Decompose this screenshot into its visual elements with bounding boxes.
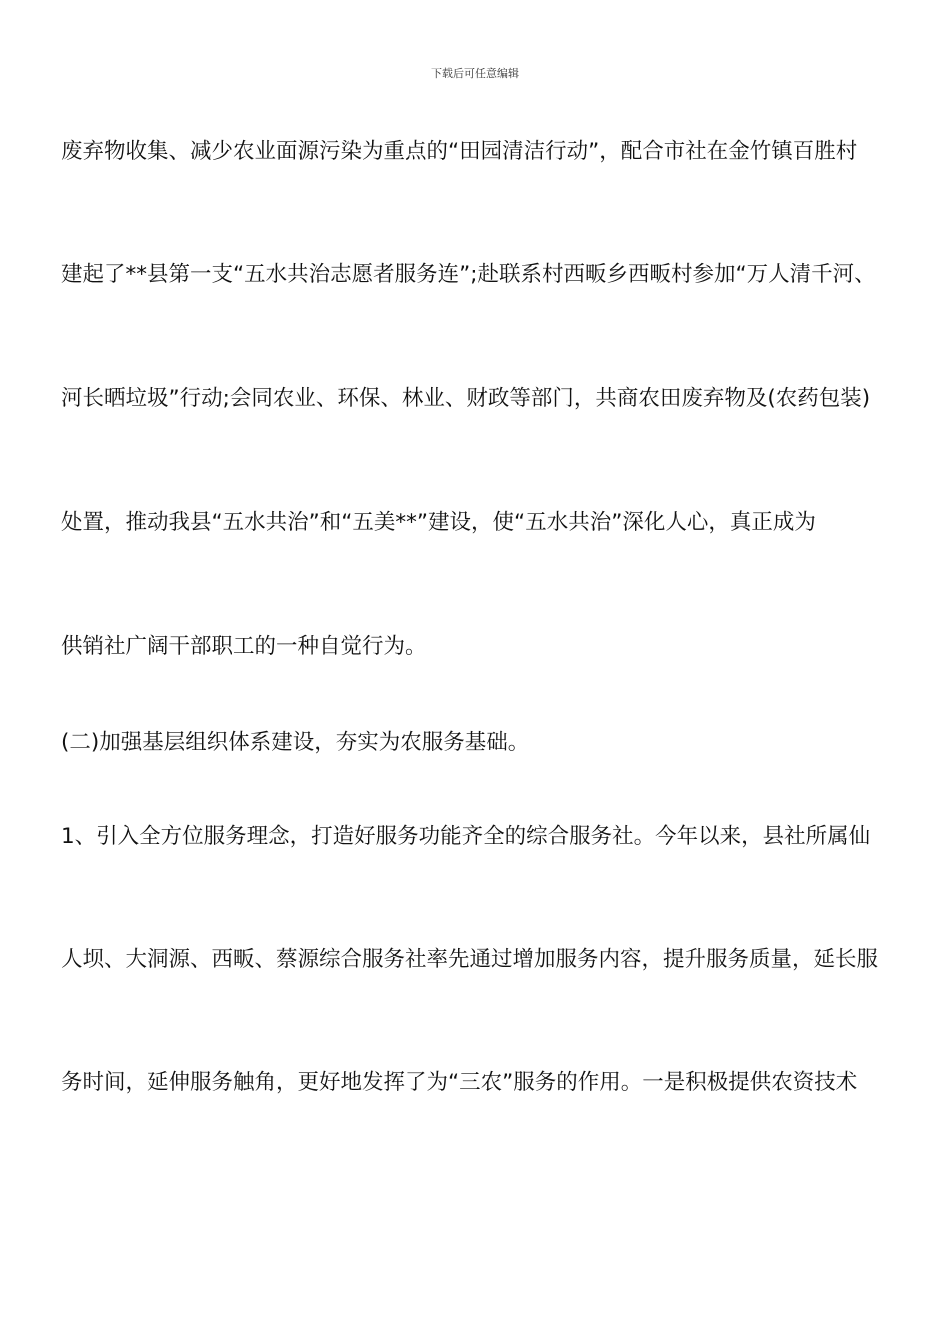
paragraph-line: 废弃物收集、减少农业面源污染为重点的“田园清洁行动”，配合市社在金竹镇百胜村: [61, 139, 858, 164]
paragraph-line: 处置，推动我县“五水共治”和“五美**”建设，使“五水共治”深化人心，真正成为: [61, 510, 816, 535]
section-heading: (二)加强基层组织体系建设，夯实为农服务基础。: [61, 730, 530, 755]
paragraph-line: 供销社广阔干部职工的一种自觉行为。: [61, 634, 427, 659]
paragraph-line: 河长晒垃圾”行动;会同农业、环保、林业、财政等部门，共商农田废弃物及(农药包装): [61, 386, 871, 411]
page-header: 下载后可任意编辑: [431, 67, 519, 80]
paragraph-line: 建起了**县第一支“五水共治志愿者服务连”;赴联系村西畈乡西畈村参加“万人清千河、: [61, 262, 876, 287]
paragraph-line: 1、引入全方位服务理念，打造好服务功能齐全的综合服务社。今年以来，县社所属仙: [61, 824, 871, 849]
paragraph-line: 人坝、大洞源、西畈、蔡源综合服务社率先通过增加服务内容，提升服务质量，延长服: [61, 947, 879, 972]
paragraph-line: 务时间，延伸服务触角，更好地发挥了为“三农”服务的作用。一是积极提供农资技术: [61, 1070, 858, 1095]
